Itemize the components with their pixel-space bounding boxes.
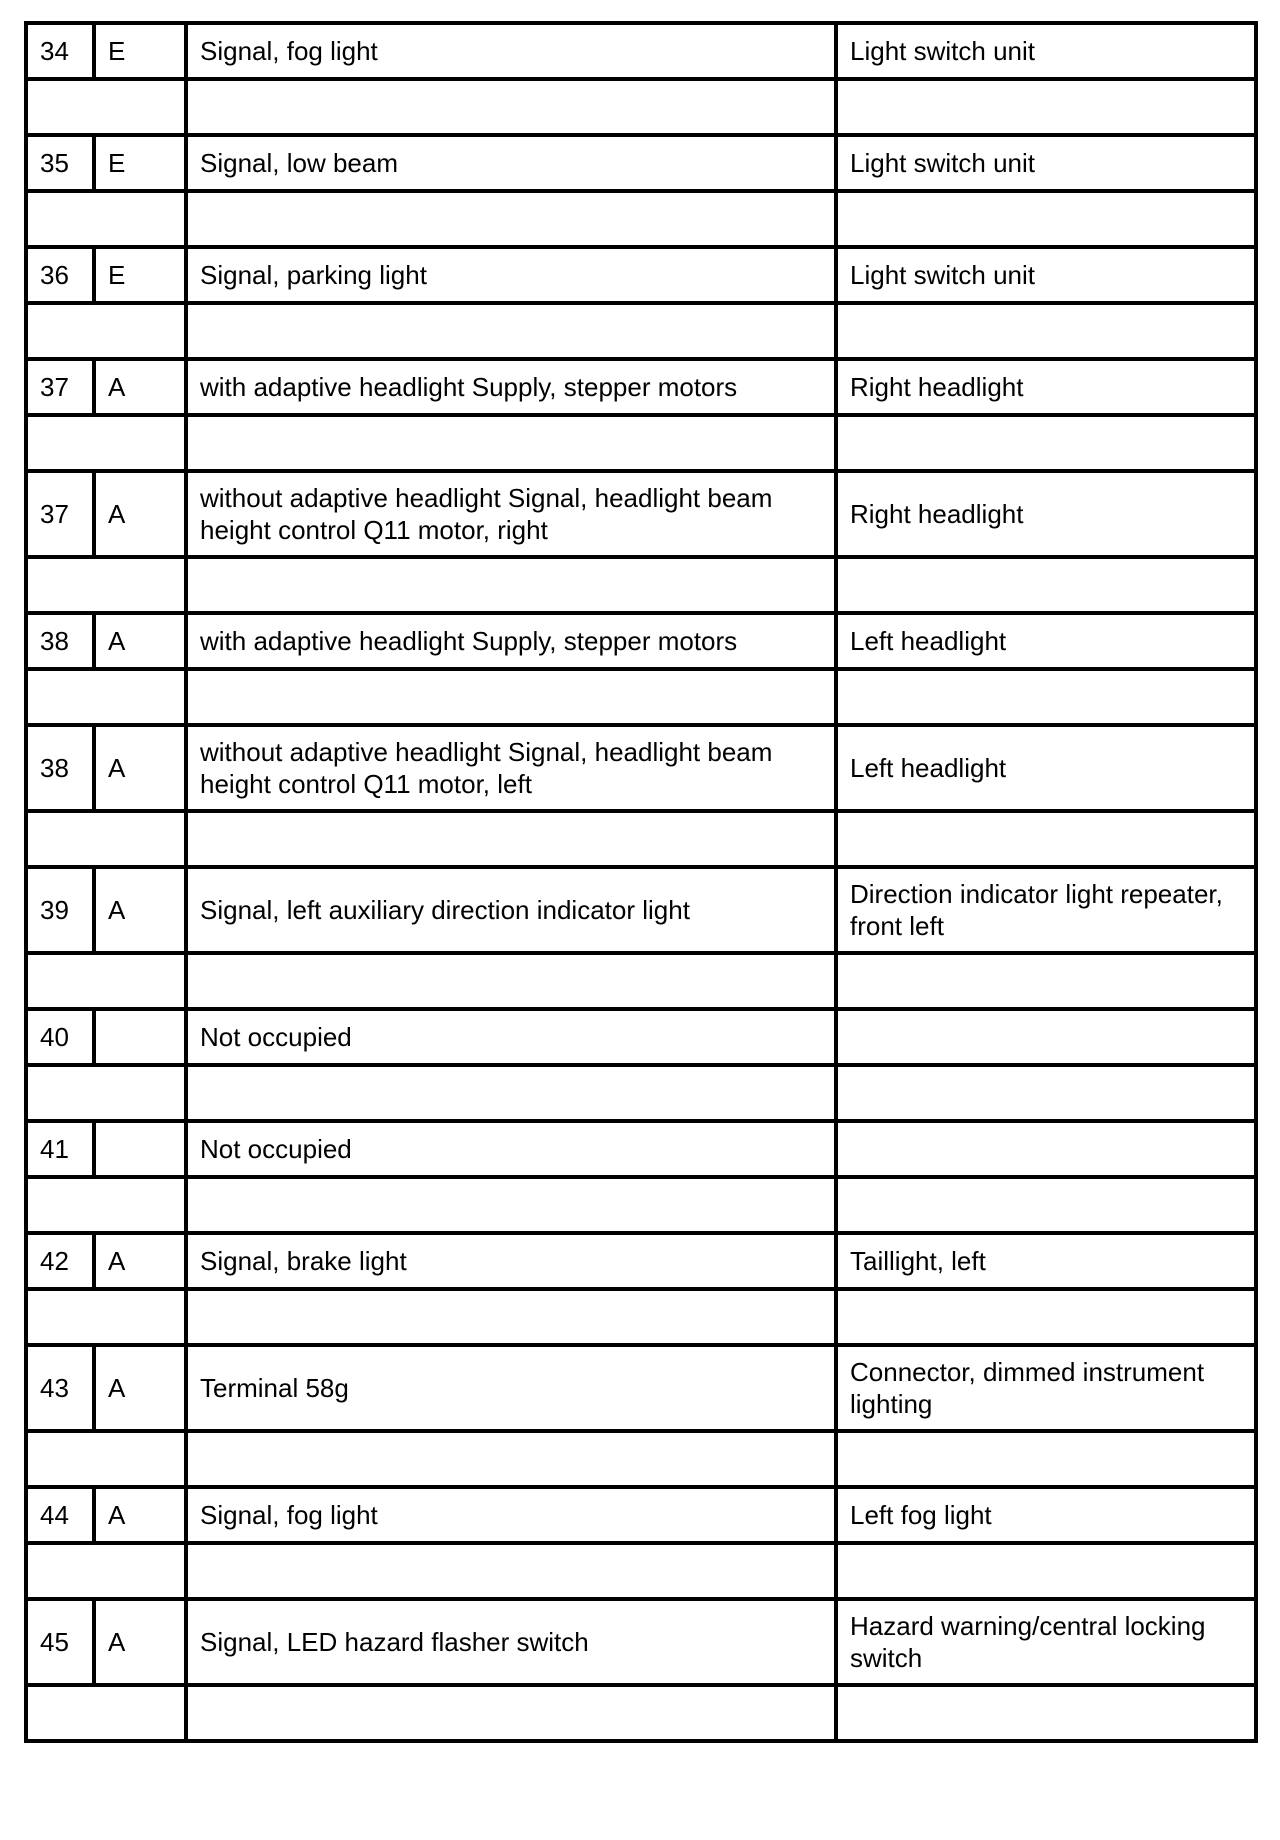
pin-number-cell: 45 xyxy=(26,1599,94,1685)
pin-number-cell: 43 xyxy=(26,1345,94,1431)
table-row xyxy=(26,247,1256,303)
table-row xyxy=(26,1599,1256,1685)
description-cell: Signal, fog light xyxy=(186,23,836,79)
signal-type-cell: A xyxy=(94,1599,186,1685)
pin-number-cell: 35 xyxy=(26,135,94,191)
destination-cell: Left fog light xyxy=(836,1487,1256,1543)
signal-type-cell: A xyxy=(94,1487,186,1543)
signal-type-cell: A xyxy=(94,359,186,415)
destination-cell: Connector, dimmed instrument lighting xyxy=(836,1345,1256,1431)
signal-type-cell: E xyxy=(94,247,186,303)
pin-number-cell: 41 xyxy=(26,1121,94,1177)
destination-cell xyxy=(836,1121,1256,1177)
destination-cell: Light switch unit xyxy=(836,23,1256,79)
table-row xyxy=(26,1487,1256,1543)
pin-number-cell: 44 xyxy=(26,1487,94,1543)
signal-type-cell: E xyxy=(94,135,186,191)
pin-number-cell: 38 xyxy=(26,725,94,811)
signal-type-cell: A xyxy=(94,1233,186,1289)
table-row xyxy=(26,23,1256,79)
description-cell: Terminal 58g xyxy=(186,1345,836,1431)
destination-cell: Light switch unit xyxy=(836,247,1256,303)
table-row xyxy=(26,135,1256,191)
table-row xyxy=(26,613,1256,669)
description-cell: Signal, low beam xyxy=(186,135,836,191)
pin-number-cell: 36 xyxy=(26,247,94,303)
table-row xyxy=(26,725,1256,811)
table-row xyxy=(26,471,1256,557)
spacer-row xyxy=(26,1065,1256,1121)
spacer-row xyxy=(26,1685,1256,1741)
signal-type-cell xyxy=(94,1121,186,1177)
destination-cell: Left headlight xyxy=(836,725,1256,811)
description-cell: Not occupied xyxy=(186,1009,836,1065)
spacer-row xyxy=(26,191,1256,247)
spacer-row xyxy=(26,303,1256,359)
description-cell: Signal, left auxiliary direction indicator light xyxy=(186,867,836,953)
table-row xyxy=(26,1121,1256,1177)
description-cell: Not occupied xyxy=(186,1121,836,1177)
description-cell: Signal, brake light xyxy=(186,1233,836,1289)
pin-number-cell: 42 xyxy=(26,1233,94,1289)
destination-cell: Right headlight xyxy=(836,471,1256,557)
table-row xyxy=(26,1009,1256,1065)
signal-type-cell: A xyxy=(94,613,186,669)
destination-cell: Hazard warning/central locking switch xyxy=(836,1599,1256,1685)
spacer-row xyxy=(26,79,1256,135)
pin-number-cell: 38 xyxy=(26,613,94,669)
spacer-row xyxy=(26,415,1256,471)
description-cell: with adaptive headlight Supply, stepper motors xyxy=(186,613,836,669)
destination-cell: Light switch unit xyxy=(836,135,1256,191)
spacer-row xyxy=(26,811,1256,867)
description-cell: with adaptive headlight Supply, stepper motors xyxy=(186,359,836,415)
signal-type-cell: A xyxy=(94,471,186,557)
pin-assignment-table xyxy=(24,21,1258,1743)
destination-cell: Right headlight xyxy=(836,359,1256,415)
pin-number-cell: 40 xyxy=(26,1009,94,1065)
signal-type-cell: A xyxy=(94,867,186,953)
description-cell: Signal, LED hazard flasher switch xyxy=(186,1599,836,1685)
signal-type-cell: A xyxy=(94,1345,186,1431)
signal-type-cell xyxy=(94,1009,186,1065)
table-row xyxy=(26,1345,1256,1431)
signal-type-cell: A xyxy=(94,725,186,811)
pin-number-cell: 37 xyxy=(26,471,94,557)
description-cell: Signal, fog light xyxy=(186,1487,836,1543)
destination-cell xyxy=(836,1009,1256,1065)
spacer-row xyxy=(26,669,1256,725)
destination-cell: Direction indicator light repeater, front left xyxy=(836,867,1256,953)
table-row xyxy=(26,1233,1256,1289)
pin-number-cell: 39 xyxy=(26,867,94,953)
destination-cell: Taillight, left xyxy=(836,1233,1256,1289)
spacer-row xyxy=(26,1289,1256,1345)
pin-number-cell: 34 xyxy=(26,23,94,79)
table-row xyxy=(26,359,1256,415)
description-cell: without adaptive headlight Signal, headlight beam height control Q11 motor, right xyxy=(186,471,836,557)
spacer-row xyxy=(26,557,1256,613)
pin-number-cell: 37 xyxy=(26,359,94,415)
description-cell: without adaptive headlight Signal, headlight beam height control Q11 motor, left xyxy=(186,725,836,811)
spacer-row xyxy=(26,1177,1256,1233)
spacer-row xyxy=(26,1543,1256,1599)
spacer-row xyxy=(26,1431,1256,1487)
spacer-row xyxy=(26,953,1256,1009)
description-cell: Signal, parking light xyxy=(186,247,836,303)
destination-cell: Left headlight xyxy=(836,613,1256,669)
signal-type-cell: E xyxy=(94,23,186,79)
table-row xyxy=(26,867,1256,953)
